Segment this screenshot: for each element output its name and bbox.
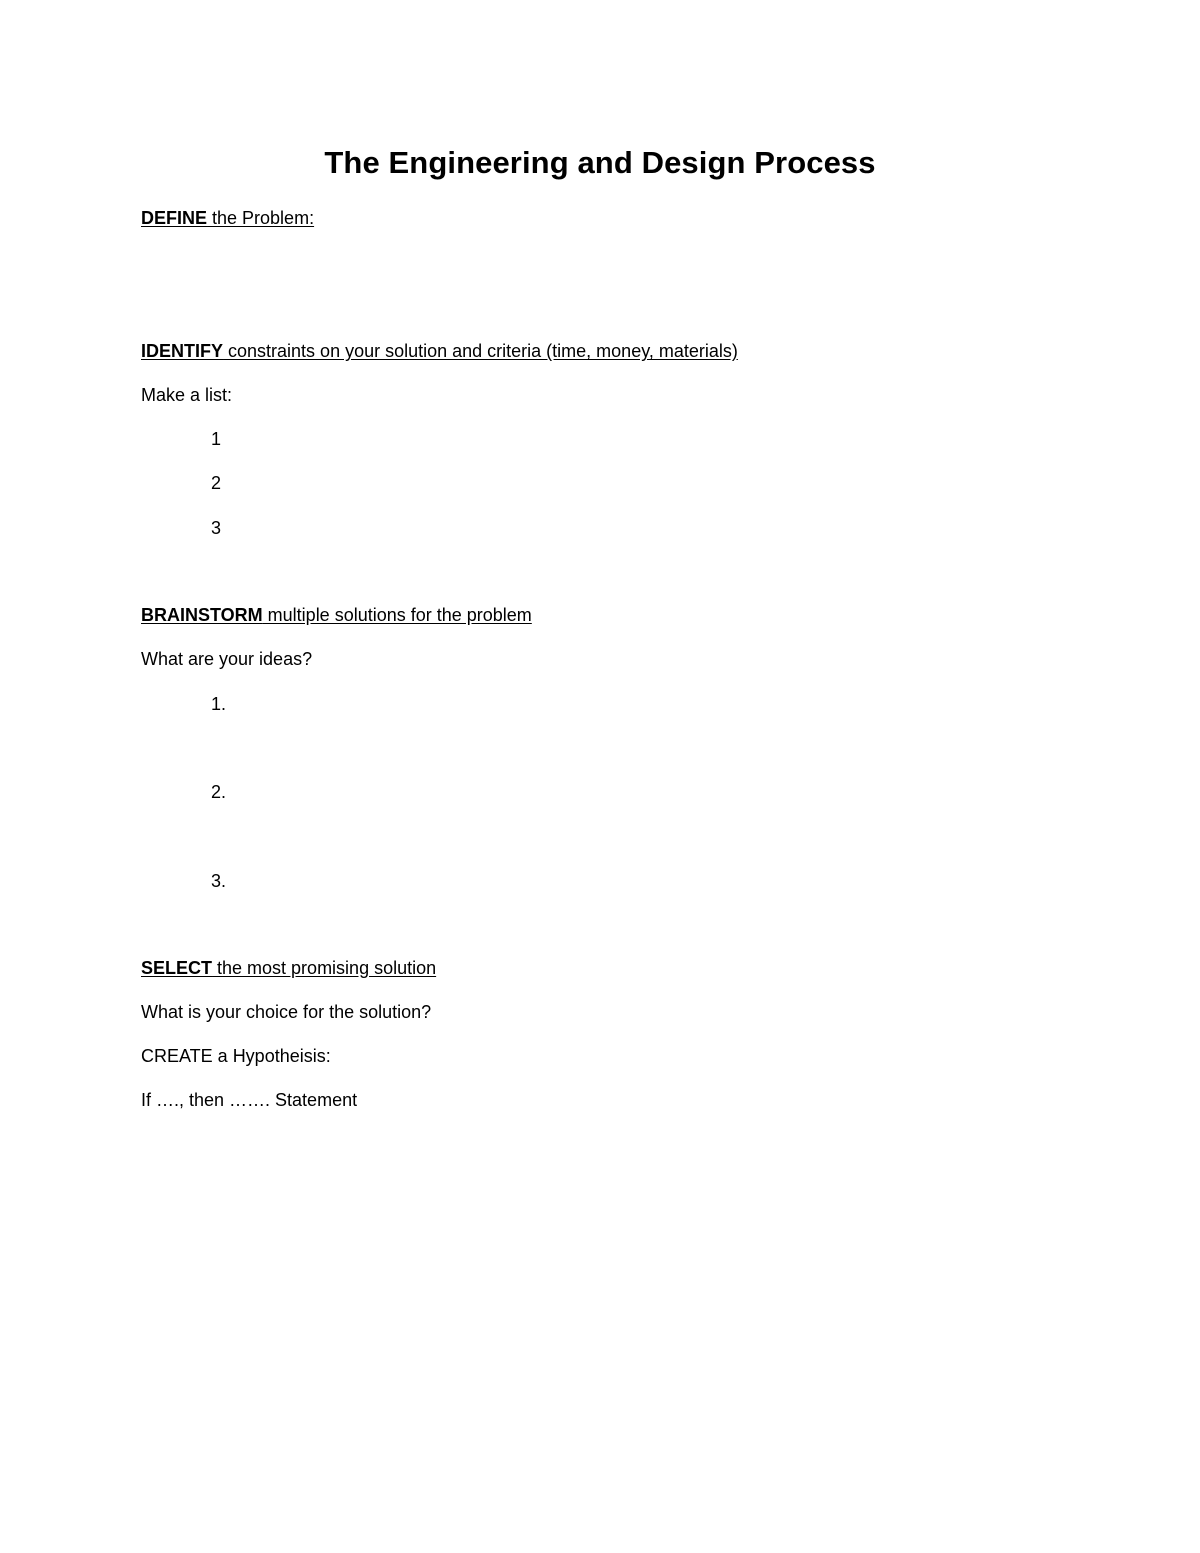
select-keyword: SELECT (141, 958, 213, 978)
select-rest: the most promising solution (212, 958, 437, 978)
constraint-number-1: 1 (211, 429, 222, 449)
identify-heading (141, 338, 738, 364)
constraint-number-3: 3 (211, 518, 222, 538)
make-list-prompt: Make a list: (141, 385, 233, 405)
brainstorm-keyword: BRAINSTORM (141, 605, 263, 625)
idea-number-3: 3. (211, 871, 227, 891)
identify-keyword: IDENTIFY (141, 341, 224, 361)
brainstorm-heading (141, 602, 532, 628)
page-title: The Engineering and Design Process (324, 145, 876, 180)
if-then-statement: If …., then ……. Statement (141, 1090, 358, 1110)
idea-number-2: 2. (211, 782, 227, 802)
define-heading (141, 205, 314, 231)
identify-rest: constraints on your solution and criteria (time, money, materials) (223, 341, 738, 361)
constraint-number-2: 2 (211, 473, 222, 493)
choice-prompt: What is your choice for the solution? (141, 1002, 432, 1022)
ideas-prompt: What are your ideas? (141, 649, 313, 669)
define-keyword: DEFINE (141, 208, 208, 228)
idea-number-1: 1. (211, 694, 227, 714)
define-rest: the Problem: (207, 208, 315, 228)
create-hypothesis-label: CREATE a Hypotheisis: (141, 1046, 331, 1066)
select-heading (141, 955, 436, 981)
brainstorm-rest: multiple solutions for the problem (262, 605, 532, 625)
